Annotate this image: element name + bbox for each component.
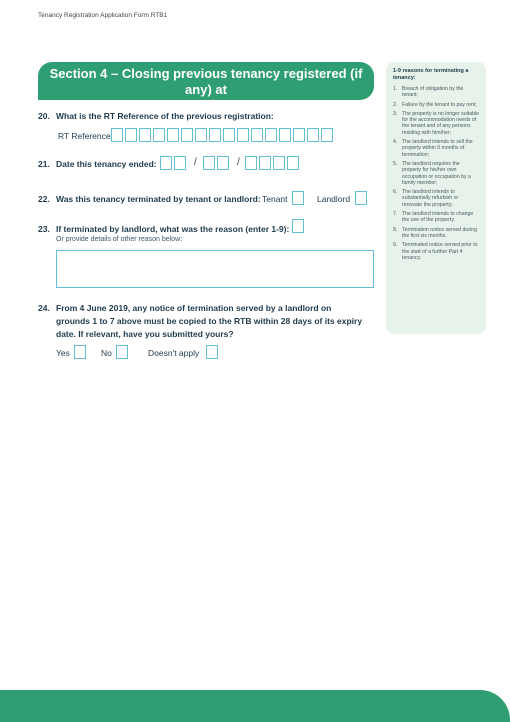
rt-reference-char-box[interactable] (321, 128, 333, 142)
rt-reference-char-box[interactable] (209, 128, 221, 142)
date-day-box[interactable] (160, 156, 172, 170)
reason-number: 2. (393, 101, 398, 108)
reason-number: 1. (393, 86, 398, 92)
reason-item (393, 161, 479, 186)
date-year-box[interactable] (245, 156, 257, 170)
section-note: (see note 3) (243, 102, 294, 112)
other-reason-textarea[interactable] (56, 250, 374, 288)
page-header: Tenancy Registration Application Form RTB1 (38, 12, 168, 19)
rt-reference-char-box[interactable] (153, 128, 165, 142)
question-number: 21. (38, 159, 50, 169)
question-text-line3: date. If relevant, have you submitted yours? (56, 329, 234, 339)
rt-reference-char-box[interactable] (223, 128, 235, 142)
section-banner (38, 62, 374, 113)
date-day-box[interactable] (174, 156, 186, 170)
reason-text: The landlord intends to substantially refurbish or renovate the property; (402, 189, 459, 208)
rt-reference-char-box[interactable] (195, 128, 207, 142)
question-text: Was this tenancy terminated by tenant or landlord: (56, 194, 261, 204)
tenant-label: Tenant (262, 194, 288, 204)
rt-reference-char-box[interactable] (167, 128, 179, 142)
question-23 (38, 224, 289, 234)
question-number: 22. (38, 194, 50, 204)
reason-item (393, 86, 479, 99)
rt-reference-char-box[interactable] (279, 128, 291, 142)
question-21 (38, 159, 157, 169)
reason-item (393, 139, 479, 158)
question-number: 24. (38, 303, 50, 313)
yes-label: Yes (56, 348, 70, 358)
reason-text: The landlord requires the property for his/her own occupation or occupation by a family member; (402, 160, 471, 186)
reason-item (393, 189, 479, 208)
date-year-box[interactable] (259, 156, 271, 170)
rt-reference-char-box[interactable] (251, 128, 263, 142)
yes-checkbox[interactable] (74, 345, 86, 359)
doesnt-apply-checkbox[interactable] (206, 345, 218, 359)
reason-item (393, 227, 479, 240)
date-month-box[interactable] (203, 156, 215, 170)
reason-item (393, 242, 479, 261)
question-text: If terminated by landlord, what was the reason (enter 1-9): (56, 224, 290, 234)
tenant-checkbox[interactable] (292, 191, 304, 205)
rt-reference-label: RT Reference (58, 131, 111, 141)
question-text-line1: From 4 June 2019, any notice of termination served by a landlord on (56, 303, 332, 313)
rt-reference-char-box[interactable] (293, 128, 305, 142)
reason-number: 8. (393, 226, 398, 233)
question-text: Date this tenancy ended: (56, 159, 157, 169)
reason-number: 6. (393, 189, 398, 196)
reason-text: Breach of obligation by the tenant; (402, 86, 464, 99)
reason-text: Terminated notice served prior to the start of a further Part 4 tenancy. (402, 242, 478, 261)
reason-number: 4. (393, 139, 398, 146)
date-separator: / (194, 157, 197, 168)
reasons-list (393, 86, 479, 261)
doesnt-apply-label: Doesn't apply (148, 348, 200, 358)
date-year-box[interactable] (273, 156, 285, 170)
rt-reference-char-box[interactable] (111, 128, 123, 142)
rt-reference-char-box[interactable] (125, 128, 137, 142)
question-24 (38, 302, 362, 341)
rt-reference-char-box[interactable] (181, 128, 193, 142)
reason-text: The property is no longer suitable for the accommodation needs of the tenant and of any persons residing with him/her; (402, 110, 479, 136)
question-text-line2: grounds 1 to 7 above must be copied to the RTB within 28 days of its expiry (56, 316, 363, 326)
question-20 (38, 111, 274, 121)
termination-reasons-panel (386, 62, 486, 334)
date-year-box[interactable] (287, 156, 299, 170)
rt-reference-char-box[interactable] (237, 128, 249, 142)
reason-number: 9. (393, 242, 398, 249)
landlord-checkbox[interactable] (355, 191, 367, 205)
reason-item (393, 102, 479, 108)
reason-text: Termination notice served during the first six months. (402, 226, 477, 239)
no-checkbox[interactable] (116, 345, 128, 359)
reason-number: 3. (393, 110, 398, 117)
no-label: No (101, 348, 112, 358)
reason-number-box[interactable] (292, 219, 304, 233)
reason-item (393, 211, 479, 224)
rt-reference-char-box[interactable] (265, 128, 277, 142)
date-separator: / (237, 157, 240, 168)
question-number: 20. (38, 111, 50, 121)
question-22 (38, 194, 261, 204)
date-month-box[interactable] (217, 156, 229, 170)
reason-text: Failure by the tenant to pay rent; (402, 101, 477, 108)
reason-number: 5. (393, 160, 398, 167)
reason-item (393, 111, 479, 136)
reason-text: The landlord intends to sell the property within 9 months of termination; (402, 139, 473, 158)
question-text: What is the RT Reference of the previous registration: (56, 111, 274, 121)
question-number: 23. (38, 224, 50, 234)
rt-reference-char-box[interactable] (307, 128, 319, 142)
reason-number: 7. (393, 211, 398, 218)
section-title-line1: Section 4 – Closing previous tenancy registered (if any) at (49, 66, 363, 97)
section-title-line2: this rented dwelling (118, 98, 241, 113)
reason-text: The landlord intends to change the use of the property. (402, 211, 474, 224)
panel-title: 1-9 reasons for terminating a tenancy: (393, 68, 469, 81)
other-reason-hint: Or provide details of other reason below: (56, 236, 183, 243)
rt-reference-char-box[interactable] (139, 128, 151, 142)
landlord-label: Landlord (317, 194, 351, 204)
footer-band (0, 690, 510, 722)
